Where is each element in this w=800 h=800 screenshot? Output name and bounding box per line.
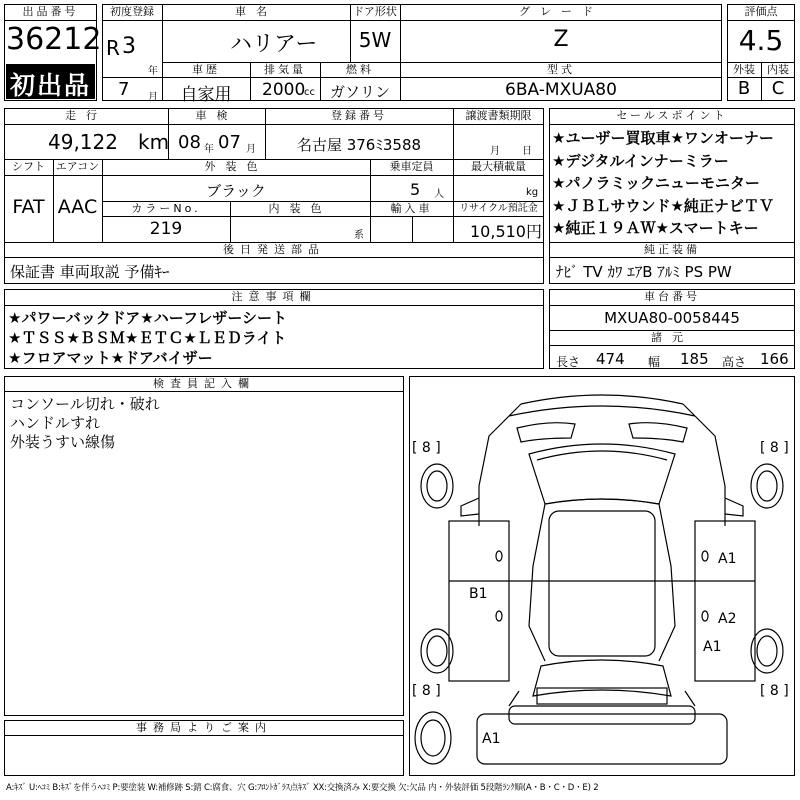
displacement-label: 排気量 [264,63,306,76]
first-listing-text: 初出品 [9,71,91,100]
lot-label: 出品番号 [22,5,79,18]
inspection-month: 07 [218,132,241,153]
int-color-unit: 系 [354,230,364,241]
damage-mark: A1 [482,731,501,747]
car-diagram-svg [409,376,795,776]
car-name-label: 車名 [235,5,277,18]
sales-point: ★ＪＢＬサウンド★純正ナビＴＶ [552,196,774,215]
inspection-year: 08 [178,132,201,153]
plate-label: 登録番号 [331,109,387,122]
inspector-item: ハンドルすれ [10,414,101,432]
year-unit: 年 [148,66,158,77]
history: 自家用 [180,85,232,105]
tire-fr-depth: [ 8 ] [760,440,789,456]
office-label: 事務局よりご案内 [136,721,272,734]
tire-fl-depth: [ 8 ] [412,440,441,456]
mileage-unit: km [138,130,170,154]
tire-rl-depth: [ 8 ] [412,683,441,699]
sales-point: ★パノラミックニューモニター [552,174,760,192]
equipment-label: 純正装備 [644,243,700,256]
height: 166 [760,350,789,368]
length: 474 [596,350,625,368]
transfer-month-unit: 月 [490,146,500,157]
transfer-day-unit: 日 [522,146,532,157]
damage-mark: B1 [469,586,488,602]
ac: AAC [57,196,98,218]
displacement: 2000 [262,80,306,100]
mileage: 49,122 [48,130,118,154]
sales-points-list [552,127,774,240]
color-no: 219 [149,219,183,239]
door: 5W [358,28,392,52]
sales-point: ★純正１９ＡＷ★スマートキー [552,219,759,237]
after-parts-label: 後日発送部品 [223,243,325,256]
fuel-label: 燃料 [346,63,374,76]
lot-number: 36212 [6,22,102,57]
shift-label: シフト [12,160,45,173]
note-item: ★フロアマット★ドアバイザー [8,349,213,367]
transfer-label: 譲渡書類期限 [465,109,532,122]
load-unit: kg [526,187,539,198]
exterior-label: 外装 [733,63,755,76]
grade: Z [553,27,569,52]
int-color-label: 内装色 [268,202,332,215]
notes-label: 注意事項欄 [231,290,317,303]
interior-label: 内装 [767,63,789,76]
fuel: ガソリン [329,83,390,101]
chassis-label: 車台番号 [644,290,700,303]
tire-rr-depth: [ 8 ] [760,683,789,699]
legend: A:ｷｽﾞ U:ﾍｺﾐ B:ｷｽﾞを伴うﾍｺﾐ P:要塗装 W:補修跡 S:錆 C:腐食、穴 G:ﾌﾛﾝﾄｶﾞﾗｽ点ｷｽﾞ XX:交換済み X:要交換 欠:欠品 内・外装評価 5段階ﾗﾝｸ順(A・B・C・D・E) 2 [6,783,599,793]
dims-label: 諸元 [651,331,693,344]
year: 3 [122,34,136,59]
note-item: ★ＴＳＳ★ＢＳＭ★ＥＴＣ★ＬＥＤライト [8,329,287,347]
capacity-label: 乗車定員 [389,160,434,173]
door-label: ドア形状 [353,5,397,18]
model-label: 型式 [547,63,575,76]
grade-label: グレード [519,5,603,18]
after-parts: 保証書 車両取説 予備ｷｰ [10,263,170,281]
inspector-item: 外装うすい線傷 [10,433,116,451]
mileage-label: 走行 [65,109,107,122]
damage-mark: A1 [718,551,737,567]
plate: 名古屋 376ﾐ3588 [296,136,422,154]
shift: FAT [12,196,45,218]
score: 4.5 [738,24,784,57]
inspector-item: コンソール切れ・破れ [10,395,160,413]
history-label: 車歴 [192,63,220,76]
note-item: ★パワーバックドア★ハーフレザーシート [8,309,288,327]
first-reg-label: 初度登録 [110,5,154,18]
inspector-list [10,395,160,452]
era: R [106,36,120,60]
damage-mark: A1 [703,639,722,655]
inspector-label: 検査員記入欄 [153,377,255,390]
sales-point: ★デジタルインナーミラー [552,151,729,170]
import-label: 輸入車 [390,202,433,215]
equipment: ﾅﾋﾞ TV ｶﾜ ｴｱB ｱﾙﾐ PS PW [556,263,732,281]
car-name: ハリアー [230,32,318,57]
width: 185 [680,350,709,368]
inspection-year-unit: 年 [204,144,214,155]
score-label: 評価点 [744,5,778,18]
notes-list [8,308,287,368]
ext-color: ブラック [206,182,266,200]
interior-grade: C [771,78,785,99]
inspection-month-unit: 月 [246,144,256,155]
month: 7 [118,79,130,100]
load-label: 最大積載量 [471,160,526,173]
ext-color-label: 外装色 [204,160,268,173]
inspection-label: 車検 [195,109,238,122]
model: 6BA-MXUA80 [505,80,617,100]
month-unit: 月 [148,92,158,103]
exterior-grade: B [737,78,751,99]
chassis-number: MXUA80-0058445 [604,309,740,327]
height-label: 高さ [722,355,747,369]
ac-label: エアコン [55,160,100,173]
recycle: 10,510円 [470,222,542,241]
recycle-label: リサイクル預託金 [459,203,538,214]
width-label: 幅 [648,355,661,369]
sales-points-label: セールスポイント [616,109,728,122]
sales-point: ★ユーザー買取車★ワンオーナー [552,129,774,147]
color-no-label: カラーNo. [131,202,201,215]
length-label: 長さ [556,355,581,369]
displacement-unit: cc [304,87,315,98]
capacity: 5 [410,180,421,199]
capacity-unit: 人 [434,189,444,200]
damage-mark: A2 [718,611,737,627]
